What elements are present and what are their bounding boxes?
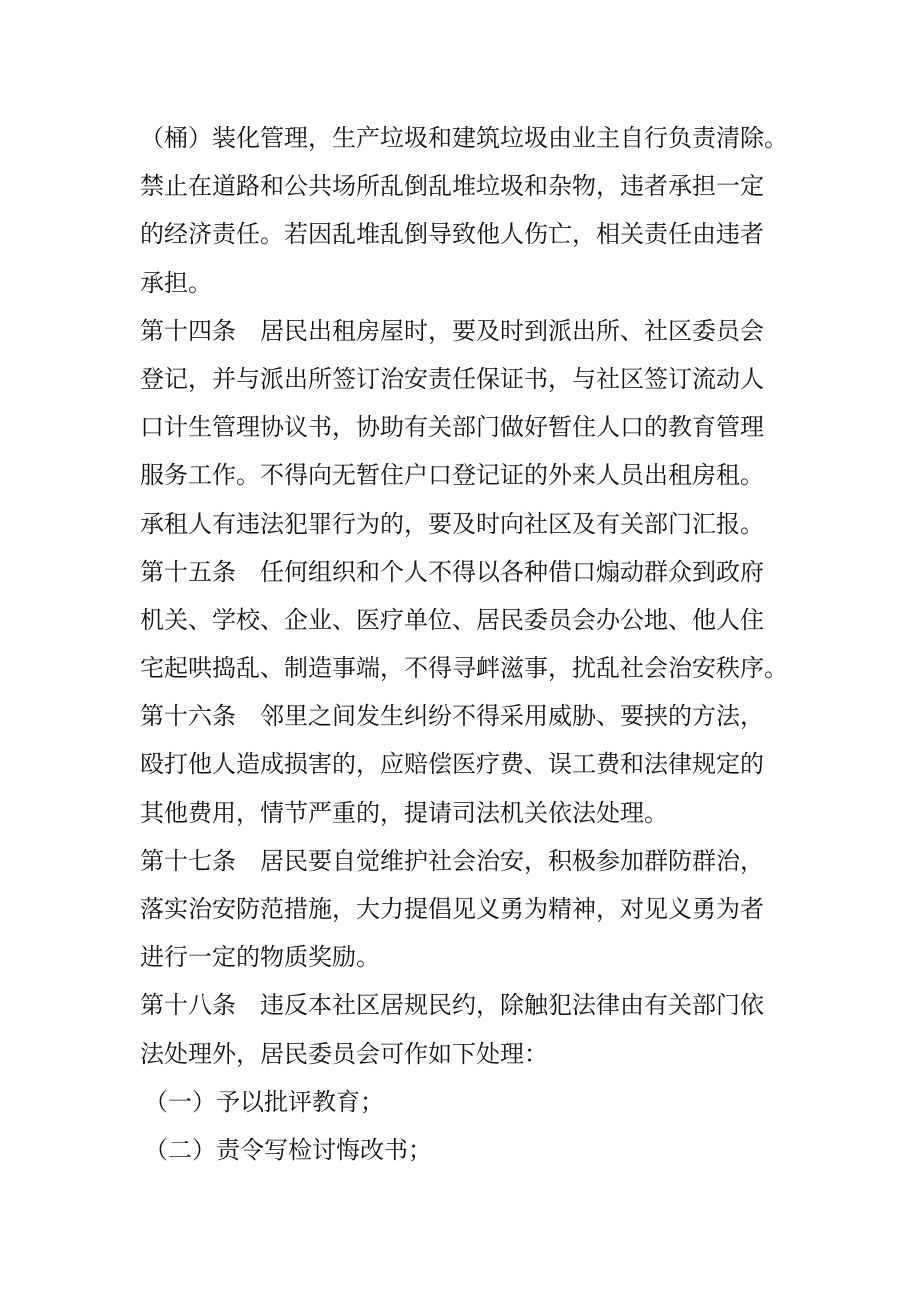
text-line: 的经济责任。若因乱堆乱倒导致他人伤亡，相关责任由违者 bbox=[140, 220, 764, 249]
text-line: 落实治安防范措施，大力提倡见义勇为精神，对见义勇为者 bbox=[140, 895, 764, 923]
text-line: 其他费用，情节严重的，提请司法机关依法处理。 bbox=[140, 798, 668, 827]
text-line: 进行一定的物质奖励。 bbox=[140, 943, 380, 972]
text-line: 禁止在道路和公共场所乱倒乱堆垃圾和杂物，违者承担一定 bbox=[140, 172, 764, 201]
text-line: （桶）装化管理，生产垃圾和建筑垃圾由业主自行负责清除。 bbox=[140, 124, 788, 152]
text-line: 法处理外，居民委员会可作如下处理： bbox=[140, 1039, 548, 1068]
article-18-start: 第十八条 违反本社区居规民约，除触犯法律由有关部门依 bbox=[140, 991, 764, 1020]
text-line: 宅起哄捣乱、制造事端，不得寻衅滋事，扰乱社会治安秩序。 bbox=[140, 654, 788, 683]
article-16-start: 第十六条 邻里之间发生纠纷不得采用威胁、要挟的方法， bbox=[140, 702, 764, 731]
text-line: 口计生管理协议书，协助有关部门做好暂住人口的教育管理 bbox=[140, 413, 764, 442]
text-line: 服务工作。不得向无暂住户口登记证的外来人员出租房租。 bbox=[140, 461, 764, 490]
text-line: 殴打他人造成损害的，应赔偿医疗费、误工费和法律规定的 bbox=[140, 750, 764, 779]
text-line: 承担。 bbox=[140, 268, 212, 297]
list-item: （二）责令写检讨悔改书； bbox=[144, 1135, 432, 1164]
article-17-start: 第十七条 居民要自觉维护社会治安，积极参加群防群治， bbox=[140, 846, 764, 875]
document-body bbox=[140, 114, 790, 1174]
article-15-start: 第十五条 任何组织和个人不得以各种借口煽动群众到政府 bbox=[140, 557, 764, 586]
text-line: 机关、学校、企业、医疗单位、居民委员会办公地、他人住 bbox=[140, 605, 764, 634]
text-line: 登记，并与派出所签订治安责任保证书，与社区签订流动人 bbox=[140, 364, 764, 393]
article-14-start: 第十四条 居民出租房屋时，要及时到派出所、社区委员会 bbox=[140, 316, 764, 345]
text-line: 承租人有违法犯罪行为的，要及时向社区及有关部门汇报。 bbox=[140, 509, 764, 538]
list-item: （一）予以批评教育； bbox=[144, 1087, 384, 1116]
